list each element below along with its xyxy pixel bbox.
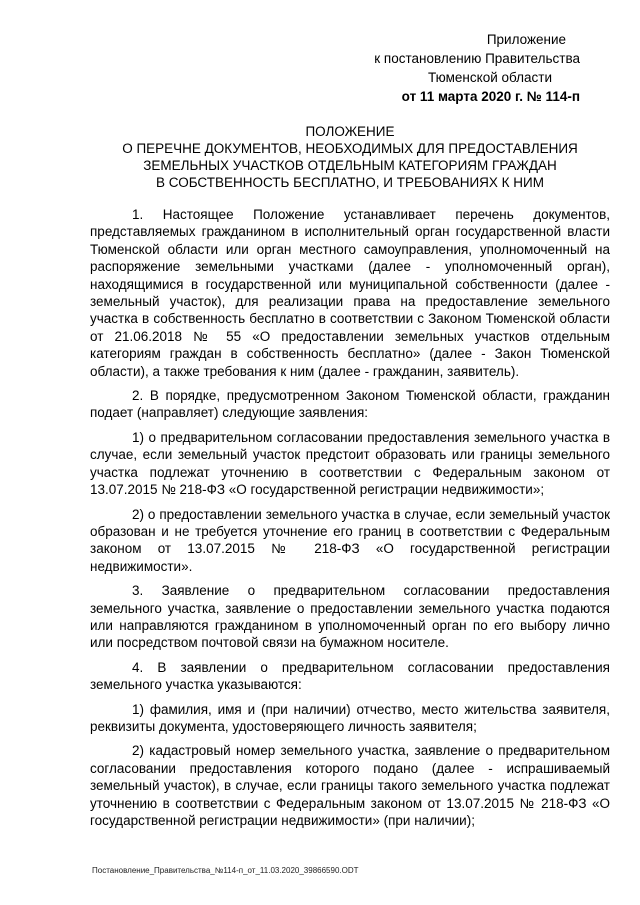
- appendix-block: [280, 30, 580, 106]
- paragraph: 4. В заявлении о предварительном согласовании предоставления земельного участка указываются:: [90, 659, 610, 693]
- paragraph: 1. Настоящее Положение устанавливает перечень документов, представляемых гражданином в исполнительный орган государственной власти Тюменской области или орган местного самоуправления, уполномоченный на распоряжение земельными участками (далее - уполномоченный орган), находящимися в государственной или муниципальной собственности (далее - земельный участок), для реализации права на предоставление земельного участка в собственность бесплатно в соответствии с Законом Тюменской области от 21.06.2018 № 55 «О предоставлении земельных участков отдельным категориям граждан в собственность бесплатно» (далее - Закон Тюменской области), а также требования к ним (далее - гражданин, заявитель).: [90, 207, 610, 379]
- title-heading: ПОЛОЖЕНИЕ: [305, 124, 395, 139]
- title-line: В СОБСТВЕННОСТЬ БЕСПЛАТНО, И ТРЕБОВАНИЯХ К НИМ: [156, 175, 544, 190]
- paragraph: 1) о предварительном согласовании предоставления земельного участка в случае, если земельный участок предстоит образовать или границы земельного участка подлежат уточнению в соответствии с Федеральным законом от 13.07.2015 № 218-ФЗ «О государственной регистрации недвижимости»;: [90, 429, 610, 498]
- document-title: [60, 123, 640, 191]
- appendix-region: Тюменской области: [428, 70, 552, 85]
- file-name-footer: Постановление_Правительства_№114-п_от_11.03.2020_39866590.ODT: [92, 866, 359, 875]
- appendix-label: Приложение: [486, 32, 566, 47]
- document-body: [90, 206, 610, 836]
- title-line: О ПЕРЕЧНЕ ДОКУМЕНТОВ, НЕОБХОДИМЫХ ДЛЯ ПРЕДОСТАВЛЕНИЯ: [122, 141, 578, 156]
- paragraph: 2. В порядке, предусмотренном Законом Тюменской области, гражданин подает (направляет) следующие заявления:: [90, 388, 610, 421]
- paragraph: 1) фамилия, имя и (при наличии) отчество, место жительства заявителя, реквизиты документа, удостоверяющего личность заявителя;: [90, 701, 610, 734]
- paragraph: 2) о предоставлении земельного участка в случае, если земельный участок образован и не требуется уточнение его границ в соответствии с Федеральным законом от 13.07.2015 № 218-ФЗ «О государственной регистрации недвижимости».: [90, 506, 610, 574]
- appendix-authority: к постановлению Правительства: [374, 51, 580, 66]
- decree-reference: от 11 марта 2020 г. № 114-п: [401, 89, 580, 104]
- paragraph: 3. Заявление о предварительном согласовании предоставления земельного участка, заявление о предоставлении земельного участка подаются или направляются гражданином в уполномоченный орган по его выбору лично или посредством почтовой связи на бумажном носителе.: [90, 583, 610, 651]
- paragraph: 2) кадастровый номер земельного участка, заявление о предварительном согласовании предоставления которого подано (далее - испрашиваемый земельный участок), в случае, если границы такого земельного участка подлежат уточнению в соответствии с Федеральным законом от 13.07.2015 № 218-ФЗ «О государственной регистрации недвижимости» (при наличии);: [90, 743, 610, 828]
- title-line: ЗЕМЕЛЬНЫХ УЧАСТКОВ ОТДЕЛЬНЫМ КАТЕГОРИЯМ ГРАЖДАН: [143, 158, 557, 173]
